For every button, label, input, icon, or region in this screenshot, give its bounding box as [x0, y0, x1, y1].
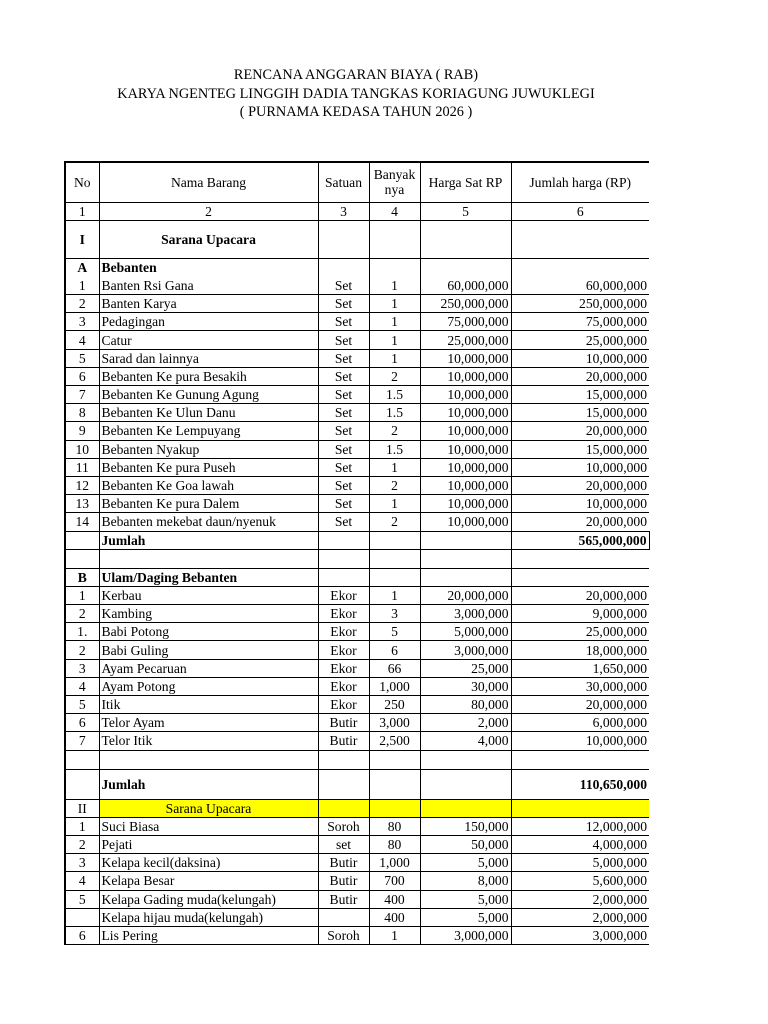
- row-no: 4: [65, 677, 99, 695]
- col-num-6: 6: [511, 202, 649, 220]
- row-no: 1: [65, 817, 99, 835]
- row-banyaknya: 1.5: [369, 404, 420, 422]
- row-nama-barang: Suci Biasa: [99, 817, 318, 835]
- header-row: [65, 162, 649, 202]
- row-banyaknya: 1: [369, 313, 420, 331]
- row-no: 11: [65, 458, 99, 476]
- row-banyaknya: 250: [369, 696, 420, 714]
- row-no: 1: [65, 276, 99, 294]
- row-satuan: Butir: [318, 732, 369, 750]
- empty-cell: [420, 549, 511, 568]
- row-satuan: Set: [318, 422, 369, 440]
- group-a-no: A: [65, 258, 99, 276]
- row-no: 4: [65, 331, 99, 349]
- section-2-row: [65, 799, 649, 817]
- empty-cell: [511, 750, 649, 769]
- row-satuan: set: [318, 835, 369, 853]
- row-banyaknya: 1: [369, 349, 420, 367]
- row-jumlah-harga: 18,000,000: [511, 641, 649, 659]
- row-harga-satuan: 50,000: [420, 835, 511, 853]
- row-nama-barang: Kelapa Gading muda(kelungah): [99, 890, 318, 908]
- row-banyaknya: 1: [369, 276, 420, 294]
- empty-cell: [65, 549, 99, 568]
- row-nama-barang: Babi Potong: [99, 623, 318, 641]
- row-banyaknya: 700: [369, 872, 420, 890]
- row-jumlah-harga: 20,000,000: [511, 422, 649, 440]
- empty-cell: [318, 531, 369, 549]
- table-row: [65, 367, 649, 385]
- row-no: 7: [65, 386, 99, 404]
- row-satuan: Butir: [318, 854, 369, 872]
- table-row: [65, 495, 649, 513]
- row-jumlah-harga: 25,000,000: [511, 331, 649, 349]
- row-satuan: Set: [318, 349, 369, 367]
- title-line-3: ( PURNAMA KEDASA TAHUN 2026 ): [239, 104, 473, 120]
- group-b-label: Ulam/Daging Bebanten: [99, 568, 318, 586]
- row-nama-barang: Banten Rsi Gana: [99, 276, 318, 294]
- row-no: 1.: [65, 623, 99, 641]
- row-no: 9: [65, 422, 99, 440]
- row-nama-barang: Lis Pering: [99, 926, 318, 944]
- row-satuan: Set: [318, 295, 369, 313]
- empty-cell: [420, 568, 511, 586]
- row-jumlah-harga: 2,000,000: [511, 890, 649, 908]
- row-harga-satuan: 3,000,000: [420, 926, 511, 944]
- row-nama-barang: Catur: [99, 331, 318, 349]
- row-nama-barang: Kelapa hijau muda(kelungah): [99, 908, 318, 926]
- empty-cell: [511, 258, 649, 276]
- row-harga-satuan: 5,000: [420, 854, 511, 872]
- row-jumlah-harga: 4,000,000: [511, 835, 649, 853]
- row-banyaknya: 1,000: [369, 677, 420, 695]
- row-nama-barang: Ayam Pecaruan: [99, 659, 318, 677]
- title-line-1: RENCANA ANGGARAN BIAYA ( RAB): [233, 67, 479, 83]
- row-no: 6: [65, 926, 99, 944]
- row-satuan: Soroh: [318, 926, 369, 944]
- table-row: [65, 349, 649, 367]
- empty-cell: [420, 531, 511, 549]
- group-b-no: B: [65, 568, 99, 586]
- empty-cell: [511, 799, 649, 817]
- table-row: [65, 476, 649, 494]
- row-satuan: Ekor: [318, 605, 369, 623]
- empty-cell: [369, 531, 420, 549]
- row-jumlah-harga: 12,000,000: [511, 817, 649, 835]
- row-banyaknya: 2,500: [369, 732, 420, 750]
- table-row: [65, 817, 649, 835]
- row-jumlah-harga: 5,000,000: [511, 854, 649, 872]
- empty-cell: [420, 258, 511, 276]
- row-jumlah-harga: 5,600,000: [511, 872, 649, 890]
- row-harga-satuan: 10,000,000: [420, 422, 511, 440]
- row-jumlah-harga: 1,650,000: [511, 659, 649, 677]
- empty-cell: [420, 769, 511, 799]
- row-satuan: Set: [318, 440, 369, 458]
- group-a-label: Bebanten: [99, 258, 318, 276]
- empty-cell: [318, 220, 369, 258]
- row-satuan: Ekor: [318, 623, 369, 641]
- row-jumlah-harga: 250,000,000: [511, 295, 649, 313]
- row-no: 3: [65, 313, 99, 331]
- row-no: 3: [65, 659, 99, 677]
- row-no: 6: [65, 367, 99, 385]
- row-harga-satuan: 5,000,000: [420, 623, 511, 641]
- row-harga-satuan: 10,000,000: [420, 404, 511, 422]
- row-satuan: Ekor: [318, 641, 369, 659]
- group-a-row: [65, 258, 649, 276]
- empty-cell: [318, 750, 369, 769]
- row-harga-satuan: 3,000,000: [420, 641, 511, 659]
- header-nama-barang: Nama Barang: [99, 162, 318, 202]
- row-jumlah-harga: 20,000,000: [511, 367, 649, 385]
- empty-cell: [369, 220, 420, 258]
- row-nama-barang: Babi Guling: [99, 641, 318, 659]
- row-nama-barang: Sarad dan lainnya: [99, 349, 318, 367]
- header-jumlah: Jumlah harga (RP): [511, 162, 649, 202]
- row-harga-satuan: 10,000,000: [420, 495, 511, 513]
- row-harga-satuan: 10,000,000: [420, 513, 511, 531]
- empty-cell: [369, 769, 420, 799]
- empty-cell: [99, 750, 318, 769]
- table-row: [65, 276, 649, 294]
- table-row: [65, 854, 649, 872]
- spacer-row: [65, 750, 649, 769]
- row-nama-barang: Pedagingan: [99, 313, 318, 331]
- row-no: 14: [65, 513, 99, 531]
- row-no: 4: [65, 872, 99, 890]
- row-satuan: Butir: [318, 714, 369, 732]
- row-nama-barang: Kelapa Besar: [99, 872, 318, 890]
- header-banyak-line1: Banyak: [373, 167, 416, 183]
- table-row: [65, 422, 649, 440]
- row-satuan: Ekor: [318, 586, 369, 604]
- row-satuan: Set: [318, 476, 369, 494]
- row-banyaknya: 1: [369, 586, 420, 604]
- row-no: 5: [65, 349, 99, 367]
- table-row: [65, 641, 649, 659]
- table-row: [65, 677, 649, 695]
- header-banyak-line2: nya: [384, 182, 405, 198]
- row-no: 3: [65, 854, 99, 872]
- row-banyaknya: 66: [369, 659, 420, 677]
- row-no: 13: [65, 495, 99, 513]
- row-satuan: Set: [318, 386, 369, 404]
- spacer-row: [65, 549, 649, 568]
- table-row: [65, 623, 649, 641]
- row-banyaknya: 1: [369, 926, 420, 944]
- row-nama-barang: Bebanten Ke pura Besakih: [99, 367, 318, 385]
- empty-cell: [318, 799, 369, 817]
- col-num-3: 3: [318, 202, 369, 220]
- row-no: 2: [65, 605, 99, 623]
- row-satuan: Butir: [318, 890, 369, 908]
- row-jumlah-harga: 20,000,000: [511, 586, 649, 604]
- row-harga-satuan: 25,000: [420, 659, 511, 677]
- row-satuan: Set: [318, 276, 369, 294]
- row-banyaknya: 80: [369, 835, 420, 853]
- row-nama-barang: Kerbau: [99, 586, 318, 604]
- table-row: [65, 513, 649, 531]
- empty-cell: [369, 799, 420, 817]
- row-jumlah-harga: 25,000,000: [511, 623, 649, 641]
- row-nama-barang: Pejati: [99, 835, 318, 853]
- row-jumlah-harga: 20,000,000: [511, 476, 649, 494]
- section-1-label: Sarana Upacara: [99, 220, 318, 258]
- row-harga-satuan: 75,000,000: [420, 313, 511, 331]
- row-no: 6: [65, 714, 99, 732]
- row-banyaknya: 2: [369, 476, 420, 494]
- row-harga-satuan: 5,000: [420, 908, 511, 926]
- row-jumlah-harga: 60,000,000: [511, 276, 649, 294]
- column-number-row: [65, 202, 649, 220]
- row-no: 5: [65, 696, 99, 714]
- row-satuan: Butir: [318, 872, 369, 890]
- row-satuan: Set: [318, 367, 369, 385]
- empty-cell: [318, 258, 369, 276]
- group-b-row: [65, 568, 649, 586]
- row-nama-barang: Telor Itik: [99, 732, 318, 750]
- group-b-total-value: 110,650,000: [511, 769, 649, 799]
- empty-cell: [420, 220, 511, 258]
- row-no: 7: [65, 732, 99, 750]
- table-row: [65, 586, 649, 604]
- row-harga-satuan: 10,000,000: [420, 386, 511, 404]
- row-jumlah-harga: 10,000,000: [511, 732, 649, 750]
- empty-cell: [511, 549, 649, 568]
- group-a-total-label: Jumlah: [99, 531, 318, 549]
- row-no: 2: [65, 295, 99, 313]
- col-num-4: 4: [369, 202, 420, 220]
- row-nama-barang: Bebanten Ke pura Dalem: [99, 495, 318, 513]
- row-banyaknya: 1: [369, 331, 420, 349]
- group-b-total-label: Jumlah: [99, 769, 318, 799]
- row-jumlah-harga: 15,000,000: [511, 386, 649, 404]
- row-banyaknya: 3: [369, 605, 420, 623]
- table-row: [65, 926, 649, 944]
- row-banyaknya: 1: [369, 495, 420, 513]
- table-row: [65, 835, 649, 853]
- row-nama-barang: Kambing: [99, 605, 318, 623]
- row-banyaknya: 2: [369, 513, 420, 531]
- row-satuan: Set: [318, 331, 369, 349]
- row-nama-barang: Bebanten Ke Goa lawah: [99, 476, 318, 494]
- table-row: [65, 605, 649, 623]
- row-satuan: Set: [318, 495, 369, 513]
- row-jumlah-harga: 2,000,000: [511, 908, 649, 926]
- row-harga-satuan: 8,000: [420, 872, 511, 890]
- row-banyaknya: 400: [369, 890, 420, 908]
- row-satuan: Ekor: [318, 696, 369, 714]
- empty-cell: [369, 258, 420, 276]
- row-harga-satuan: 250,000,000: [420, 295, 511, 313]
- row-nama-barang: Bebanten mekebat daun/nyenuk: [99, 513, 318, 531]
- empty-cell: [369, 549, 420, 568]
- row-nama-barang: Banten Karya: [99, 295, 318, 313]
- row-banyaknya: 2: [369, 422, 420, 440]
- row-harga-satuan: 10,000,000: [420, 367, 511, 385]
- row-nama-barang: Bebanten Ke Gunung Agung: [99, 386, 318, 404]
- row-harga-satuan: 3,000,000: [420, 605, 511, 623]
- row-jumlah-harga: 15,000,000: [511, 404, 649, 422]
- section-1-row: [65, 220, 649, 258]
- row-harga-satuan: 10,000,000: [420, 458, 511, 476]
- group-a-total-row: [65, 531, 649, 549]
- col-num-1: 1: [65, 202, 99, 220]
- row-jumlah-harga: 15,000,000: [511, 440, 649, 458]
- row-satuan: Set: [318, 458, 369, 476]
- row-satuan: [318, 908, 369, 926]
- row-harga-satuan: 150,000: [420, 817, 511, 835]
- row-satuan: Set: [318, 513, 369, 531]
- table-row: [65, 890, 649, 908]
- row-nama-barang: Telor Ayam: [99, 714, 318, 732]
- row-nama-barang: Bebanten Nyakup: [99, 440, 318, 458]
- row-banyaknya: 6: [369, 641, 420, 659]
- empty-cell: [65, 750, 99, 769]
- row-nama-barang: Itik: [99, 696, 318, 714]
- row-nama-barang: Bebanten Ke Ulun Danu: [99, 404, 318, 422]
- empty-cell: [318, 769, 369, 799]
- empty-cell: [318, 568, 369, 586]
- row-satuan: Soroh: [318, 817, 369, 835]
- empty-cell: [99, 549, 318, 568]
- table-row: [65, 872, 649, 890]
- row-nama-barang: Ayam Potong: [99, 677, 318, 695]
- row-jumlah-harga: 10,000,000: [511, 349, 649, 367]
- row-nama-barang: Kelapa kecil(daksina): [99, 854, 318, 872]
- row-banyaknya: 400: [369, 908, 420, 926]
- row-harga-satuan: 5,000: [420, 890, 511, 908]
- group-a-total-value: 565,000,000: [511, 531, 649, 549]
- row-harga-satuan: 10,000,000: [420, 440, 511, 458]
- table-row: [65, 696, 649, 714]
- row-jumlah-harga: 30,000,000: [511, 677, 649, 695]
- row-nama-barang: Bebanten Ke pura Puseh: [99, 458, 318, 476]
- row-no: 8: [65, 404, 99, 422]
- row-no: 5: [65, 890, 99, 908]
- header-banyaknya: [369, 162, 420, 202]
- row-jumlah-harga: 3,000,000: [511, 926, 649, 944]
- row-jumlah-harga: 10,000,000: [511, 458, 649, 476]
- table-row: [65, 331, 649, 349]
- row-harga-satuan: 60,000,000: [420, 276, 511, 294]
- table-row: [65, 404, 649, 422]
- row-banyaknya: 80: [369, 817, 420, 835]
- table-row: [65, 458, 649, 476]
- row-no: 2: [65, 641, 99, 659]
- group-b-total-row: [65, 769, 649, 799]
- row-harga-satuan: 30,000: [420, 677, 511, 695]
- table-row: [65, 908, 649, 926]
- row-satuan: Set: [318, 313, 369, 331]
- empty-cell: [511, 220, 649, 258]
- row-no: 1: [65, 586, 99, 604]
- row-no: 2: [65, 835, 99, 853]
- row-harga-satuan: 25,000,000: [420, 331, 511, 349]
- row-satuan: Set: [318, 404, 369, 422]
- table-row: [65, 732, 649, 750]
- header-harga: Harga Sat RP: [420, 162, 511, 202]
- row-nama-barang: Bebanten Ke Lempuyang: [99, 422, 318, 440]
- empty-cell: [369, 750, 420, 769]
- row-harga-satuan: 20,000,000: [420, 586, 511, 604]
- row-harga-satuan: 2,000: [420, 714, 511, 732]
- empty-cell: [65, 769, 99, 799]
- col-num-5: 5: [420, 202, 511, 220]
- row-jumlah-harga: 75,000,000: [511, 313, 649, 331]
- empty-cell: [420, 799, 511, 817]
- row-harga-satuan: 10,000,000: [420, 476, 511, 494]
- row-banyaknya: 1: [369, 295, 420, 313]
- row-satuan: Ekor: [318, 659, 369, 677]
- section-2-no: II: [65, 799, 99, 817]
- empty-cell: [511, 568, 649, 586]
- empty-cell: [65, 531, 99, 549]
- row-banyaknya: 2: [369, 367, 420, 385]
- row-banyaknya: 3,000: [369, 714, 420, 732]
- empty-cell: [318, 549, 369, 568]
- table-row: [65, 295, 649, 313]
- row-jumlah-harga: 20,000,000: [511, 696, 649, 714]
- col-num-2: 2: [99, 202, 318, 220]
- table-row: [65, 714, 649, 732]
- table-row: [65, 313, 649, 331]
- row-banyaknya: 5: [369, 623, 420, 641]
- empty-cell: [369, 568, 420, 586]
- row-jumlah-harga: 20,000,000: [511, 513, 649, 531]
- section-1-no: I: [65, 220, 99, 258]
- row-banyaknya: 1.5: [369, 386, 420, 404]
- row-harga-satuan: 80,000: [420, 696, 511, 714]
- row-harga-satuan: 4,000: [420, 732, 511, 750]
- title-line-2: KARYA NGENTEG LINGGIH DADIA TANGKAS KORIAGUNG JUWUKLEGI: [117, 85, 595, 102]
- row-satuan: Ekor: [318, 677, 369, 695]
- row-harga-satuan: 10,000,000: [420, 349, 511, 367]
- document-title: [0, 66, 712, 122]
- row-banyaknya: 1,000: [369, 854, 420, 872]
- header-satuan: Satuan: [318, 162, 369, 202]
- table-row: [65, 659, 649, 677]
- empty-cell: [420, 750, 511, 769]
- row-no: 12: [65, 476, 99, 494]
- row-banyaknya: 1.5: [369, 440, 420, 458]
- row-no: [65, 908, 99, 926]
- row-no: 10: [65, 440, 99, 458]
- row-jumlah-harga: 9,000,000: [511, 605, 649, 623]
- row-jumlah-harga: 10,000,000: [511, 495, 649, 513]
- table-row: [65, 440, 649, 458]
- row-banyaknya: 1: [369, 458, 420, 476]
- table-row: [65, 386, 649, 404]
- section-2-label: Sarana Upacara: [99, 799, 318, 817]
- header-no: No: [65, 162, 99, 202]
- row-jumlah-harga: 6,000,000: [511, 714, 649, 732]
- budget-table: [64, 161, 650, 945]
